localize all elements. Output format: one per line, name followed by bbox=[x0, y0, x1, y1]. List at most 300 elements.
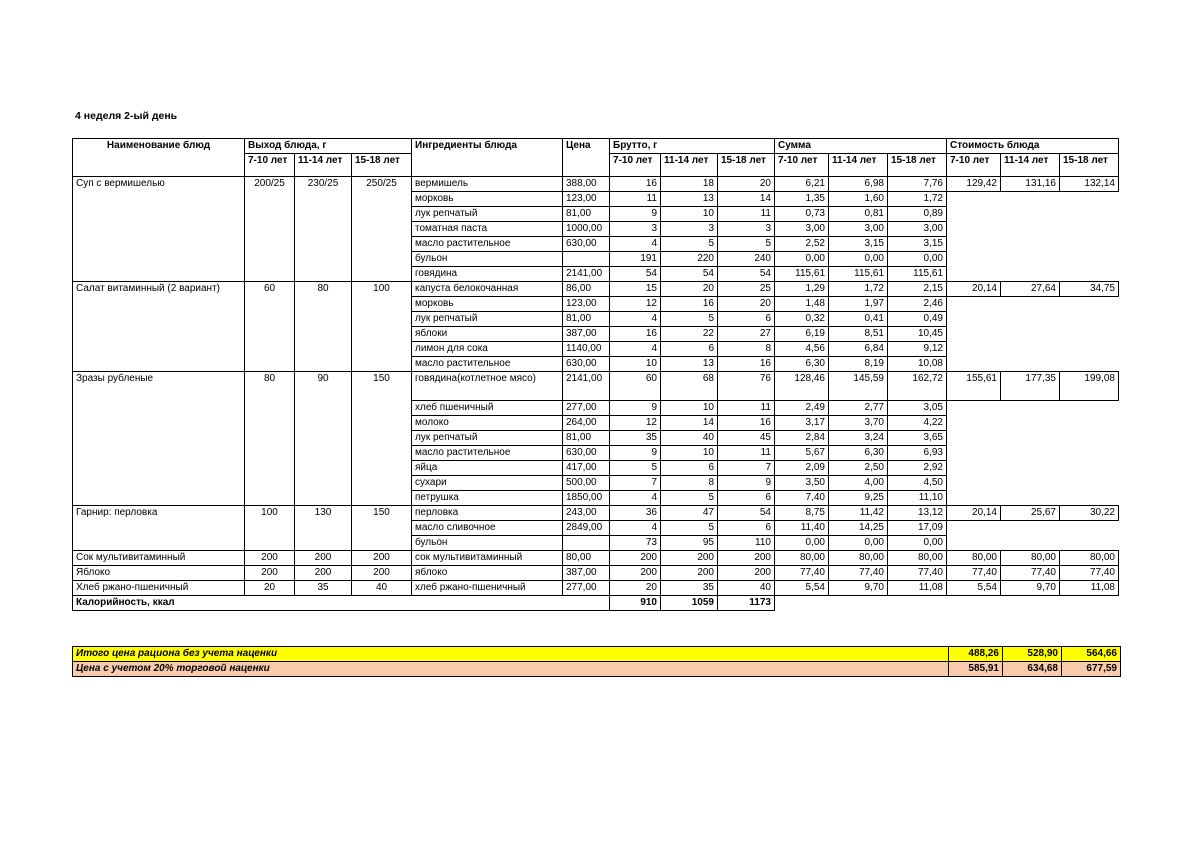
ingredient-brutto: 13 bbox=[661, 192, 718, 207]
ingredient-brutto: 6 bbox=[661, 461, 718, 476]
ingredient-price: 123,00 bbox=[563, 297, 610, 312]
ingredient-brutto: 16 bbox=[718, 357, 775, 372]
ingredient-sum: 1,72 bbox=[829, 282, 888, 297]
ingredient-sum: 0,00 bbox=[829, 536, 888, 551]
ingredient-sum: 8,19 bbox=[829, 357, 888, 372]
header-brutto-age-1: 7-10 лет bbox=[610, 154, 661, 177]
ingredient-brutto: 8 bbox=[718, 342, 775, 357]
ingredient-brutto: 35 bbox=[610, 431, 661, 446]
ingredient-sum: 17,09 bbox=[888, 521, 947, 536]
dish-cost-blank bbox=[947, 521, 1119, 551]
ingredient-brutto: 200 bbox=[610, 566, 661, 581]
ingredient-brutto: 3 bbox=[610, 222, 661, 237]
ingredient-sum: 3,00 bbox=[888, 222, 947, 237]
ingredient-price: 387,00 bbox=[563, 566, 610, 581]
ingredient-brutto: 6 bbox=[661, 342, 718, 357]
ingredient-brutto: 14 bbox=[718, 192, 775, 207]
ingredient-sum: 0,41 bbox=[829, 312, 888, 327]
totals-label: Итого цена рациона без учета наценки bbox=[73, 647, 949, 662]
ingredient-sum: 3,05 bbox=[888, 401, 947, 416]
ingredient-sum: 3,17 bbox=[775, 416, 829, 431]
ingredient-brutto: 3 bbox=[718, 222, 775, 237]
ingredient-name: яблоки bbox=[412, 327, 563, 342]
ingredient-brutto: 5 bbox=[661, 312, 718, 327]
ingredient-sum: 4,22 bbox=[888, 416, 947, 431]
dish-output: 200/25 bbox=[245, 177, 295, 282]
dish-cost: 20,14 bbox=[947, 506, 1001, 521]
ingredient-sum: 2,49 bbox=[775, 401, 829, 416]
ingredient-name: говядина bbox=[412, 267, 563, 282]
dish-name: Хлеб ржано-пшеничный bbox=[73, 581, 245, 596]
ingredient-price bbox=[563, 252, 610, 267]
header-output-age-3: 15-18 лет bbox=[352, 154, 412, 177]
ingredient-price: 264,00 bbox=[563, 416, 610, 431]
header-cost-age-2: 11-14 лет bbox=[1001, 154, 1060, 177]
ingredient-brutto: 54 bbox=[610, 267, 661, 282]
dish-cost-blank bbox=[947, 297, 1119, 372]
ingredient-sum: 115,61 bbox=[829, 267, 888, 282]
ingredient-sum: 2,09 bbox=[775, 461, 829, 476]
dish-output: 80 bbox=[245, 372, 295, 506]
ingredient-brutto: 8 bbox=[661, 476, 718, 491]
dish-cost: 80,00 bbox=[1001, 551, 1060, 566]
ingredient-price: 417,00 bbox=[563, 461, 610, 476]
dish-output: 200 bbox=[245, 566, 295, 581]
ingredient-sum: 4,50 bbox=[888, 476, 947, 491]
ingredient-sum: 2,15 bbox=[888, 282, 947, 297]
ingredient-brutto: 7 bbox=[718, 461, 775, 476]
ingredient-name: масло сливочное bbox=[412, 521, 563, 536]
ingredient-sum: 7,76 bbox=[888, 177, 947, 192]
ingredient-brutto: 4 bbox=[610, 312, 661, 327]
ingredient-name: яблоко bbox=[412, 566, 563, 581]
ingredient-brutto: 25 bbox=[718, 282, 775, 297]
ingredient-sum: 77,40 bbox=[888, 566, 947, 581]
ingredient-sum: 162,72 bbox=[888, 372, 947, 401]
ingredient-brutto: 4 bbox=[610, 521, 661, 536]
ingredient-price: 388,00 bbox=[563, 177, 610, 192]
dish-output: 200 bbox=[295, 551, 352, 566]
ingredient-sum: 8,51 bbox=[829, 327, 888, 342]
ingredient-sum: 1,48 bbox=[775, 297, 829, 312]
ingredient-sum: 2,50 bbox=[829, 461, 888, 476]
ingredient-price: 80,00 bbox=[563, 551, 610, 566]
ingredient-sum: 1,97 bbox=[829, 297, 888, 312]
ingredient-sum: 4,00 bbox=[829, 476, 888, 491]
dish-output: 200 bbox=[295, 566, 352, 581]
ingredient-sum: 2,46 bbox=[888, 297, 947, 312]
ingredient-brutto: 16 bbox=[610, 327, 661, 342]
ingredient-price: 387,00 bbox=[563, 327, 610, 342]
ingredient-brutto: 76 bbox=[718, 372, 775, 401]
ingredient-sum: 0,00 bbox=[775, 536, 829, 551]
ingredient-brutto: 6 bbox=[718, 491, 775, 506]
dish-output: 100 bbox=[352, 282, 412, 372]
ingredient-brutto: 22 bbox=[661, 327, 718, 342]
ingredient-brutto: 54 bbox=[718, 267, 775, 282]
ingredient-row bbox=[73, 282, 1119, 297]
ingredient-sum: 3,24 bbox=[829, 431, 888, 446]
ingredient-price: 277,00 bbox=[563, 401, 610, 416]
header-sum-age-2: 11-14 лет bbox=[829, 154, 888, 177]
ingredient-brutto: 9 bbox=[718, 476, 775, 491]
ingredient-sum: 9,25 bbox=[829, 491, 888, 506]
header-cost-age-3: 15-18 лет bbox=[1060, 154, 1119, 177]
ingredient-brutto: 10 bbox=[661, 207, 718, 222]
ingredient-sum: 2,77 bbox=[829, 401, 888, 416]
header-brutto-age-2: 11-14 лет bbox=[661, 154, 718, 177]
dish-cost: 155,61 bbox=[947, 372, 1001, 401]
totals-row bbox=[73, 662, 1121, 677]
dish-output: 230/25 bbox=[295, 177, 352, 282]
ingredient-name: томатная паста bbox=[412, 222, 563, 237]
dish-cost: 177,35 bbox=[1001, 372, 1060, 401]
dish-cost: 30,22 bbox=[1060, 506, 1119, 521]
dish-output: 200 bbox=[352, 551, 412, 566]
ingredient-sum: 1,60 bbox=[829, 192, 888, 207]
ingredient-brutto: 73 bbox=[610, 536, 661, 551]
ingredient-brutto: 240 bbox=[718, 252, 775, 267]
ingredient-name: морковь bbox=[412, 192, 563, 207]
ingredient-brutto: 5 bbox=[661, 237, 718, 252]
ingredient-name: лук репчатый bbox=[412, 312, 563, 327]
dish-output: 60 bbox=[245, 282, 295, 372]
dish-cost: 11,08 bbox=[1060, 581, 1119, 596]
ingredient-sum: 1,35 bbox=[775, 192, 829, 207]
ingredient-sum: 11,40 bbox=[775, 521, 829, 536]
ingredient-brutto: 60 bbox=[610, 372, 661, 401]
ingredient-brutto: 200 bbox=[661, 551, 718, 566]
ingredient-name: лимон для сока bbox=[412, 342, 563, 357]
ingredient-sum: 0,49 bbox=[888, 312, 947, 327]
ingredient-brutto: 20 bbox=[661, 282, 718, 297]
header-output-age-1: 7-10 лет bbox=[245, 154, 295, 177]
ingredient-brutto: 27 bbox=[718, 327, 775, 342]
dish-cost: 131,16 bbox=[1001, 177, 1060, 192]
ingredient-sum: 10,45 bbox=[888, 327, 947, 342]
dish-output: 20 bbox=[245, 581, 295, 596]
ingredient-brutto: 14 bbox=[661, 416, 718, 431]
dish-output: 35 bbox=[295, 581, 352, 596]
calories-row bbox=[73, 596, 1119, 611]
ingredient-brutto: 200 bbox=[718, 551, 775, 566]
ingredient-brutto: 191 bbox=[610, 252, 661, 267]
dish-output: 90 bbox=[295, 372, 352, 506]
ingredient-name: вермишель bbox=[412, 177, 563, 192]
dish-cost: 199,08 bbox=[1060, 372, 1119, 401]
ingredient-sum: 77,40 bbox=[829, 566, 888, 581]
ingredient-sum: 13,12 bbox=[888, 506, 947, 521]
ingredient-brutto: 16 bbox=[661, 297, 718, 312]
ingredient-brutto: 20 bbox=[718, 297, 775, 312]
dish-cost: 9,70 bbox=[1001, 581, 1060, 596]
ingredient-sum: 115,61 bbox=[888, 267, 947, 282]
totals-value: 564,66 bbox=[1062, 647, 1121, 662]
ingredient-price: 500,00 bbox=[563, 476, 610, 491]
header-name: Наименование блюд bbox=[73, 139, 245, 154]
ingredient-name: сок мультивитаминный bbox=[412, 551, 563, 566]
ingredient-sum: 2,84 bbox=[775, 431, 829, 446]
ingredient-brutto: 16 bbox=[610, 177, 661, 192]
ingredient-brutto: 7 bbox=[610, 476, 661, 491]
ingredient-sum: 3,65 bbox=[888, 431, 947, 446]
ingredient-price: 630,00 bbox=[563, 446, 610, 461]
header-brutto: Брутто, г bbox=[610, 139, 775, 154]
ingredient-name: молоко bbox=[412, 416, 563, 431]
dish-cost: 129,42 bbox=[947, 177, 1001, 192]
totals-table bbox=[72, 646, 1121, 677]
ingredient-brutto: 16 bbox=[718, 416, 775, 431]
dish-cost: 77,40 bbox=[1060, 566, 1119, 581]
header-ingredients: Ингредиенты блюда bbox=[412, 139, 563, 154]
dish-cost-blank bbox=[947, 192, 1119, 282]
ingredient-brutto: 40 bbox=[718, 581, 775, 596]
dish-name: Гарнир: перловка bbox=[73, 506, 245, 551]
ingredient-price: 86,00 bbox=[563, 282, 610, 297]
calories-blank bbox=[775, 596, 1119, 611]
totals-value: 585,91 bbox=[949, 662, 1003, 677]
ingredient-sum: 6,30 bbox=[829, 446, 888, 461]
ingredient-brutto: 10 bbox=[661, 401, 718, 416]
ingredient-name: масло растительное bbox=[412, 357, 563, 372]
ingredient-sum: 80,00 bbox=[775, 551, 829, 566]
ingredient-sum: 2,52 bbox=[775, 237, 829, 252]
ingredient-price: 1000,00 bbox=[563, 222, 610, 237]
ingredient-sum: 6,30 bbox=[775, 357, 829, 372]
ingredient-sum: 9,12 bbox=[888, 342, 947, 357]
ingredient-brutto: 4 bbox=[610, 237, 661, 252]
ingredient-sum: 145,59 bbox=[829, 372, 888, 401]
ingredient-sum: 128,46 bbox=[775, 372, 829, 401]
ingredient-name: хлеб ржано-пшеничный bbox=[412, 581, 563, 596]
ingredient-sum: 0,00 bbox=[775, 252, 829, 267]
ingredient-sum: 80,00 bbox=[888, 551, 947, 566]
ingredient-row bbox=[73, 177, 1119, 192]
ingredient-brutto: 200 bbox=[610, 551, 661, 566]
dish-name: Зразы рубленые bbox=[73, 372, 245, 506]
ingredient-brutto: 54 bbox=[661, 267, 718, 282]
ingredient-brutto: 11 bbox=[718, 207, 775, 222]
ingredient-sum: 6,84 bbox=[829, 342, 888, 357]
ingredient-price: 123,00 bbox=[563, 192, 610, 207]
ingredient-row bbox=[73, 506, 1119, 521]
ingredient-brutto: 15 bbox=[610, 282, 661, 297]
ingredient-name: хлеб пшеничный bbox=[412, 401, 563, 416]
header-name-blank bbox=[73, 154, 245, 177]
ingredient-sum: 4,56 bbox=[775, 342, 829, 357]
dish-cost: 80,00 bbox=[947, 551, 1001, 566]
calories-value: 910 bbox=[610, 596, 661, 611]
ingredient-price: 81,00 bbox=[563, 207, 610, 222]
dish-output: 40 bbox=[352, 581, 412, 596]
ingredient-name: петрушка bbox=[412, 491, 563, 506]
ingredient-sum: 11,08 bbox=[888, 581, 947, 596]
ingredient-brutto: 5 bbox=[610, 461, 661, 476]
dish-cost: 77,40 bbox=[947, 566, 1001, 581]
ingredient-name: говядина(котлетное мясо) bbox=[412, 372, 563, 401]
ingredient-brutto: 3 bbox=[661, 222, 718, 237]
ingredient-brutto: 10 bbox=[610, 357, 661, 372]
totals-value: 634,68 bbox=[1003, 662, 1062, 677]
ingredient-brutto: 6 bbox=[718, 521, 775, 536]
ingredient-price: 2141,00 bbox=[563, 267, 610, 282]
dish-name: Яблоко bbox=[73, 566, 245, 581]
ingredient-sum: 11,42 bbox=[829, 506, 888, 521]
ingredient-name: лук репчатый bbox=[412, 207, 563, 222]
ingredient-sum: 1,72 bbox=[888, 192, 947, 207]
header-brutto-age-3: 15-18 лет bbox=[718, 154, 775, 177]
calories-value: 1173 bbox=[718, 596, 775, 611]
ingredient-sum: 6,98 bbox=[829, 177, 888, 192]
header-cost-age-1: 7-10 лет bbox=[947, 154, 1001, 177]
dish-cost: 27,64 bbox=[1001, 282, 1060, 297]
ingredient-sum: 11,10 bbox=[888, 491, 947, 506]
header-price-blank bbox=[563, 154, 610, 177]
ingredient-sum: 5,67 bbox=[775, 446, 829, 461]
ingredient-sum: 0,32 bbox=[775, 312, 829, 327]
dish-cost: 20,14 bbox=[947, 282, 1001, 297]
ingredient-sum: 6,93 bbox=[888, 446, 947, 461]
ingredient-brutto: 20 bbox=[718, 177, 775, 192]
ingredient-brutto: 4 bbox=[610, 342, 661, 357]
ingredient-brutto: 20 bbox=[610, 581, 661, 596]
dish-cost: 5,54 bbox=[947, 581, 1001, 596]
ingredient-row bbox=[73, 551, 1119, 566]
ingredient-brutto: 110 bbox=[718, 536, 775, 551]
ingredient-name: перловка bbox=[412, 506, 563, 521]
ingredient-name: лук репчатый bbox=[412, 431, 563, 446]
header-output-age-2: 11-14 лет bbox=[295, 154, 352, 177]
ingredient-brutto: 5 bbox=[661, 491, 718, 506]
header-sum-age-3: 15-18 лет bbox=[888, 154, 947, 177]
ingredient-sum: 10,08 bbox=[888, 357, 947, 372]
ingredient-price: 81,00 bbox=[563, 431, 610, 446]
calories-value: 1059 bbox=[661, 596, 718, 611]
dish-output: 150 bbox=[352, 506, 412, 551]
header-sum: Сумма bbox=[775, 139, 947, 154]
ingredient-row bbox=[73, 372, 1119, 401]
ingredient-price: 2141,00 bbox=[563, 372, 610, 401]
ingredient-sum: 80,00 bbox=[829, 551, 888, 566]
ingredient-price: 81,00 bbox=[563, 312, 610, 327]
ingredient-price: 1850,00 bbox=[563, 491, 610, 506]
dish-output: 130 bbox=[295, 506, 352, 551]
ingredient-sum: 0,73 bbox=[775, 207, 829, 222]
ingredient-sum: 2,92 bbox=[888, 461, 947, 476]
ingredient-brutto: 18 bbox=[661, 177, 718, 192]
ingredient-brutto: 10 bbox=[661, 446, 718, 461]
dish-name: Салат витаминный (2 вариант) bbox=[73, 282, 245, 372]
ingredient-price: 630,00 bbox=[563, 357, 610, 372]
ingredient-brutto: 35 bbox=[661, 581, 718, 596]
dish-cost: 25,67 bbox=[1001, 506, 1060, 521]
menu-table bbox=[72, 138, 1119, 611]
ingredient-brutto: 4 bbox=[610, 491, 661, 506]
ingredient-row bbox=[73, 581, 1119, 596]
dish-name: Сок мультивитаминный bbox=[73, 551, 245, 566]
dish-output: 200 bbox=[352, 566, 412, 581]
totals-label: Цена с учетом 20% торговой наценки bbox=[73, 662, 949, 677]
header-ingredients-blank bbox=[412, 154, 563, 177]
ingredient-sum: 3,00 bbox=[829, 222, 888, 237]
ingredient-name: морковь bbox=[412, 297, 563, 312]
ingredient-row bbox=[73, 566, 1119, 581]
ingredient-sum: 3,50 bbox=[775, 476, 829, 491]
dish-name: Суп с вермишелью bbox=[73, 177, 245, 282]
ingredient-price bbox=[563, 536, 610, 551]
ingredient-sum: 3,70 bbox=[829, 416, 888, 431]
dish-cost: 34,75 bbox=[1060, 282, 1119, 297]
menu-body bbox=[73, 177, 1119, 611]
header-output: Выход блюда, г bbox=[245, 139, 412, 154]
ingredient-brutto: 5 bbox=[718, 237, 775, 252]
ingredient-sum: 3,00 bbox=[775, 222, 829, 237]
ingredient-name: бульон bbox=[412, 252, 563, 267]
ingredient-price: 630,00 bbox=[563, 237, 610, 252]
dish-cost: 80,00 bbox=[1060, 551, 1119, 566]
ingredient-brutto: 200 bbox=[718, 566, 775, 581]
dish-output: 100 bbox=[245, 506, 295, 551]
ingredient-brutto: 200 bbox=[661, 566, 718, 581]
totals-value: 528,90 bbox=[1003, 647, 1062, 662]
ingredient-brutto: 95 bbox=[661, 536, 718, 551]
ingredient-brutto: 54 bbox=[718, 506, 775, 521]
ingredient-name: сухари bbox=[412, 476, 563, 491]
ingredient-price: 277,00 bbox=[563, 581, 610, 596]
ingredient-sum: 0,81 bbox=[829, 207, 888, 222]
ingredient-sum: 8,75 bbox=[775, 506, 829, 521]
ingredient-sum: 1,29 bbox=[775, 282, 829, 297]
ingredient-sum: 0,00 bbox=[888, 252, 947, 267]
ingredient-price: 243,00 bbox=[563, 506, 610, 521]
ingredient-sum: 14,25 bbox=[829, 521, 888, 536]
ingredient-sum: 3,15 bbox=[888, 237, 947, 252]
ingredient-brutto: 12 bbox=[610, 297, 661, 312]
ingredient-name: яйца bbox=[412, 461, 563, 476]
dish-cost-blank bbox=[947, 401, 1119, 506]
totals-value: 677,59 bbox=[1062, 662, 1121, 677]
ingredient-brutto: 6 bbox=[718, 312, 775, 327]
ingredient-name: масло растительное bbox=[412, 446, 563, 461]
ingredient-brutto: 11 bbox=[718, 401, 775, 416]
dish-output: 80 bbox=[295, 282, 352, 372]
ingredient-brutto: 45 bbox=[718, 431, 775, 446]
ingredient-name: бульон bbox=[412, 536, 563, 551]
ingredient-sum: 3,15 bbox=[829, 237, 888, 252]
ingredient-brutto: 11 bbox=[610, 192, 661, 207]
ingredient-sum: 0,00 bbox=[888, 536, 947, 551]
header-price: Цена bbox=[563, 139, 610, 154]
totals-value: 488,26 bbox=[949, 647, 1003, 662]
ingredient-sum: 115,61 bbox=[775, 267, 829, 282]
dish-cost: 132,14 bbox=[1060, 177, 1119, 192]
dish-output: 200 bbox=[245, 551, 295, 566]
ingredient-brutto: 5 bbox=[661, 521, 718, 536]
ingredient-name: капуста белокочанная bbox=[412, 282, 563, 297]
ingredient-price: 2849,00 bbox=[563, 521, 610, 536]
ingredient-brutto: 68 bbox=[661, 372, 718, 401]
ingredient-sum: 6,21 bbox=[775, 177, 829, 192]
header-cost: Стоимость блюда bbox=[947, 139, 1119, 154]
ingredient-brutto: 9 bbox=[610, 207, 661, 222]
ingredient-brutto: 220 bbox=[661, 252, 718, 267]
ingredient-sum: 0,89 bbox=[888, 207, 947, 222]
calories-label: Калорийность, ккал bbox=[73, 596, 610, 611]
dish-output: 150 bbox=[352, 372, 412, 506]
header-sum-age-1: 7-10 лет bbox=[775, 154, 829, 177]
ingredient-sum: 77,40 bbox=[775, 566, 829, 581]
ingredient-price: 1140,00 bbox=[563, 342, 610, 357]
